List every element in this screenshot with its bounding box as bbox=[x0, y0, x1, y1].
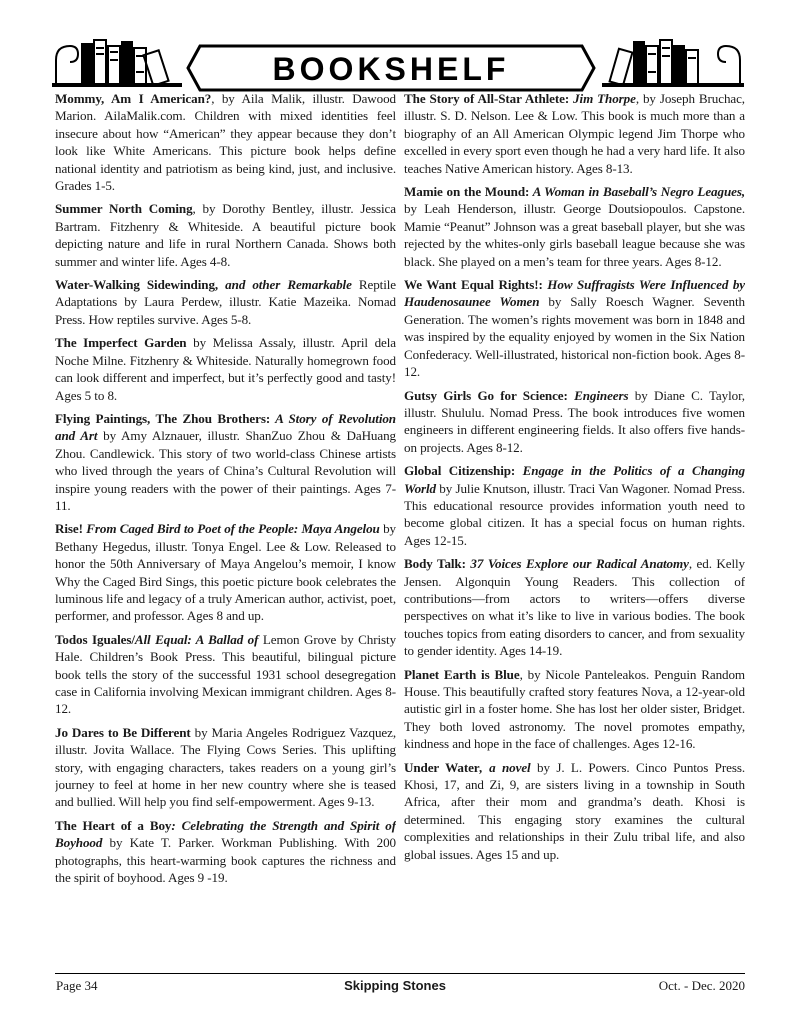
book-description: by Leah Henderson, illustr. George Doutsiopoulos. Capstone. Mamie “Peanut” Johnson was a great baseball player, but she was rejected by the whites-only girls baseball league because she was black. She played on a men’s team for three years. Ages 8-12. bbox=[404, 201, 745, 269]
book-title: Flying Paintings, The Zhou Brothers: bbox=[55, 410, 271, 426]
book-entry bbox=[404, 666, 745, 753]
page-number: Page 34 bbox=[56, 978, 98, 993]
book-entry bbox=[55, 817, 396, 887]
book-title: Mamie on the Mound: bbox=[404, 184, 530, 200]
book-title: Planet Earth is Blue bbox=[404, 666, 520, 682]
book-entry bbox=[404, 759, 745, 863]
book-subtitle: Jim Thorpe bbox=[569, 91, 636, 106]
book-description: by Julie Knutson, illustr. Traci Van Wagoner. Nomad Press. This educational resource provides information youth need to become global citizen. It has a special focus on human rights. Ages 12-15. bbox=[404, 480, 745, 548]
book-subtitle: Engineers bbox=[567, 387, 629, 403]
book-subtitle: From Caged Bird to Poet of the People: Maya Angelou bbox=[82, 521, 380, 537]
book-title: The Story of All-Star Athlete: bbox=[404, 91, 570, 106]
book-description: by Kate T. Parker. Workman Publishing. With 200 photographs, this heart-warming book captures the richness and the spirit of boyhood. Ages 9 -19. bbox=[55, 835, 396, 886]
book-subtitle: Engage in the Politics of a Changing World bbox=[404, 463, 745, 496]
book-title: The Imperfect Garden bbox=[55, 335, 187, 351]
book-entry bbox=[55, 276, 396, 328]
book-description: by Maria Angeles Rodriguez Vazquez, illustr. Jovita Wallace. The Flying Cows Series. This uplifting story, with engaging characters, takes readers on a young girl’s journey to feel at home in her new country where she is teased and bullied. Will help you find self-empowerment. Ages 9-13. bbox=[55, 724, 396, 810]
book-subtitle: , a novel bbox=[479, 759, 531, 775]
book-subtitle: All Equal: A Ballad of bbox=[134, 631, 259, 647]
footer-rule bbox=[55, 973, 745, 974]
book-title: The Heart of a Boy bbox=[55, 817, 172, 833]
book-entry bbox=[55, 200, 396, 270]
left-column bbox=[55, 90, 396, 970]
book-title: Gutsy Girls Go for Science: bbox=[404, 387, 568, 403]
book-entry bbox=[55, 724, 396, 811]
book-entry bbox=[404, 387, 745, 457]
book-entry bbox=[404, 276, 745, 380]
book-entry bbox=[55, 520, 396, 624]
book-entry bbox=[404, 555, 745, 659]
book-entry bbox=[404, 183, 745, 270]
book-description: , by Joseph Bruchac, illustr. S. D. Nelson. Lee & Low. This book is much more than a biography of an All American Olympic legend Jim Thorpe who excelled in every sport even though he had a very hard life. It also teaches Native American history. Ages 8-13. bbox=[404, 91, 745, 176]
book-description: Reptile Adaptations by Laura Perdew, illustr. Katie Mazeika. Nomad Press. How reptiles survive. Ages 5-8. bbox=[55, 277, 396, 327]
book-title: Body Talk: bbox=[404, 556, 466, 572]
book-description: by Amy Alznauer, illustr. ShanZuo Zhou & DaHuang Zhou. Candlewick. This story of two world-class Chinese artists who lived through the years of China’s Cultural Revolution will inspire young readers with the power of their paintings. Ages 7-11. bbox=[55, 428, 396, 513]
book-entry bbox=[404, 462, 745, 549]
book-entry bbox=[55, 410, 396, 514]
book-entry bbox=[55, 90, 396, 194]
bookshelf-right-icon bbox=[602, 40, 744, 85]
book-description: by Melissa Assaly, illustr. April dela Noche Milne. Fitzhenry & Whiteside. Naturally homegrown food can look different and imperfect, but it’s perfectly good and tasty! Ages 5 to 8. bbox=[55, 335, 396, 403]
book-title: Todos Iguales/ bbox=[55, 631, 135, 647]
book-description: , by Nicole Panteleakos. Penguin Random House. This beautifully crafted story features Nova, a 12-year-old autistic girl in a foster home. She has lost her older sister, Bridget. They both loved astronomy. The novel promotes empathy, kindness and hope in the face of challenges. Ages 12-16. bbox=[404, 666, 745, 752]
book-entry bbox=[404, 90, 745, 177]
book-description: by Sally Roesch Wagner. Seventh Generation. The women’s rights movement was born in 1848 and was inspired by the equality enjoyed by women in the Six Nation Confederacy. Well-illustrated, historical non-fiction book. Ages 8-12. bbox=[404, 294, 745, 380]
banner-title: BOOKSHELF bbox=[272, 51, 510, 87]
book-entry bbox=[55, 334, 396, 404]
book-subtitle: : Celebrating the Strength and Spirit of Boyhood bbox=[55, 817, 396, 851]
book-entry bbox=[55, 631, 396, 718]
book-subtitle: A Story of Revolution and Art bbox=[55, 410, 396, 444]
book-description: by Bethany Hegedus, illustr. Tonya Engel. Lee & Low. Released to honor the 50th Anniversary of Maya Angelou’s memoir, I know Why the Caged Bird Sings, this poetic picture book celebrates the luminous life and legacy of a truly American author, activist, poet, performer, and professor. Ages 8 and up. bbox=[55, 521, 396, 624]
issue-date: Oct. - Dec. 2020 bbox=[658, 978, 745, 993]
book-title: Water-Walking Sidewinding, bbox=[55, 277, 219, 293]
bookshelf-banner bbox=[52, 32, 744, 94]
book-description: , by Aila Malik, illustr. Dawood Marion. AilaMalik.com. Children with mixed identities feel insecure about how “American” they appear because they don’t look like White Americans. This picture book helps define national identity and patriotism as being kind, just, and inclusive. Grades 1-5. bbox=[55, 91, 396, 194]
book-title: Mommy, Am I American? bbox=[55, 91, 212, 106]
book-description: Lemon Grove by Christy Hale. Children’s Book Press. This beautiful, bilingual picture book tells the story of the successful 1931 school desegregation case in California involving Mexican immigrant children. Ages 8-12. bbox=[55, 631, 396, 717]
book-title: We Want Equal Rights!: bbox=[404, 277, 543, 293]
book-title: Rise! bbox=[55, 521, 83, 537]
book-title: Under Water bbox=[404, 759, 480, 775]
book-description: by J. L. Powers. Cinco Puntos Press. Khosi, 17, and Zi, 9, are sisters living in a township in South Africa, after their mom and grandma’s death. Khosi is determined. This engaging story examines the cultural complexities and relationships in their Zulu tribal life, and also global issues. Ages 15 and up. bbox=[404, 759, 745, 862]
book-description: , ed. Kelly Jensen. Algonquin Young Readers. This collection of contributions—from actors to writers—offers diverse perspectives on what it’s like to live in various bodies. The book touches topics from eating disorders to cancer, and from sexuality to gender identity. Ages 14-19. bbox=[404, 556, 745, 659]
book-subtitle: How Suffragists Were Influenced by Haudenosaunee Women bbox=[404, 277, 745, 310]
right-column bbox=[404, 90, 745, 970]
book-title: Summer North Coming bbox=[55, 201, 193, 217]
book-title: Jo Dares to Be Different bbox=[55, 724, 191, 740]
magazine-name: Skipping Stones bbox=[344, 978, 446, 993]
book-subtitle: and other Remarkable bbox=[218, 277, 352, 293]
book-subtitle: A Woman in Baseball’s Negro Leagues, bbox=[529, 184, 745, 200]
book-description: by Diane C. Taylor, illustr. Shululu. Nomad Press. The book introduces five women engineers in different engineering fields. It also offers five hands-on projects. Ages 8-12. bbox=[404, 387, 745, 455]
book-title: Global Citizenship: bbox=[404, 463, 516, 479]
book-subtitle: 37 Voices Explore our Radical Anatomy bbox=[465, 556, 689, 572]
book-description: , by Dorothy Bentley, illustr. Jessica Bartram. Fitzhenry & Whiteside. A beautiful picture book depicting nature and life in rural Northern Canada. Shows both summer and winter life. Ages 4-8. bbox=[55, 201, 396, 269]
bookshelf-left-icon bbox=[52, 40, 182, 86]
